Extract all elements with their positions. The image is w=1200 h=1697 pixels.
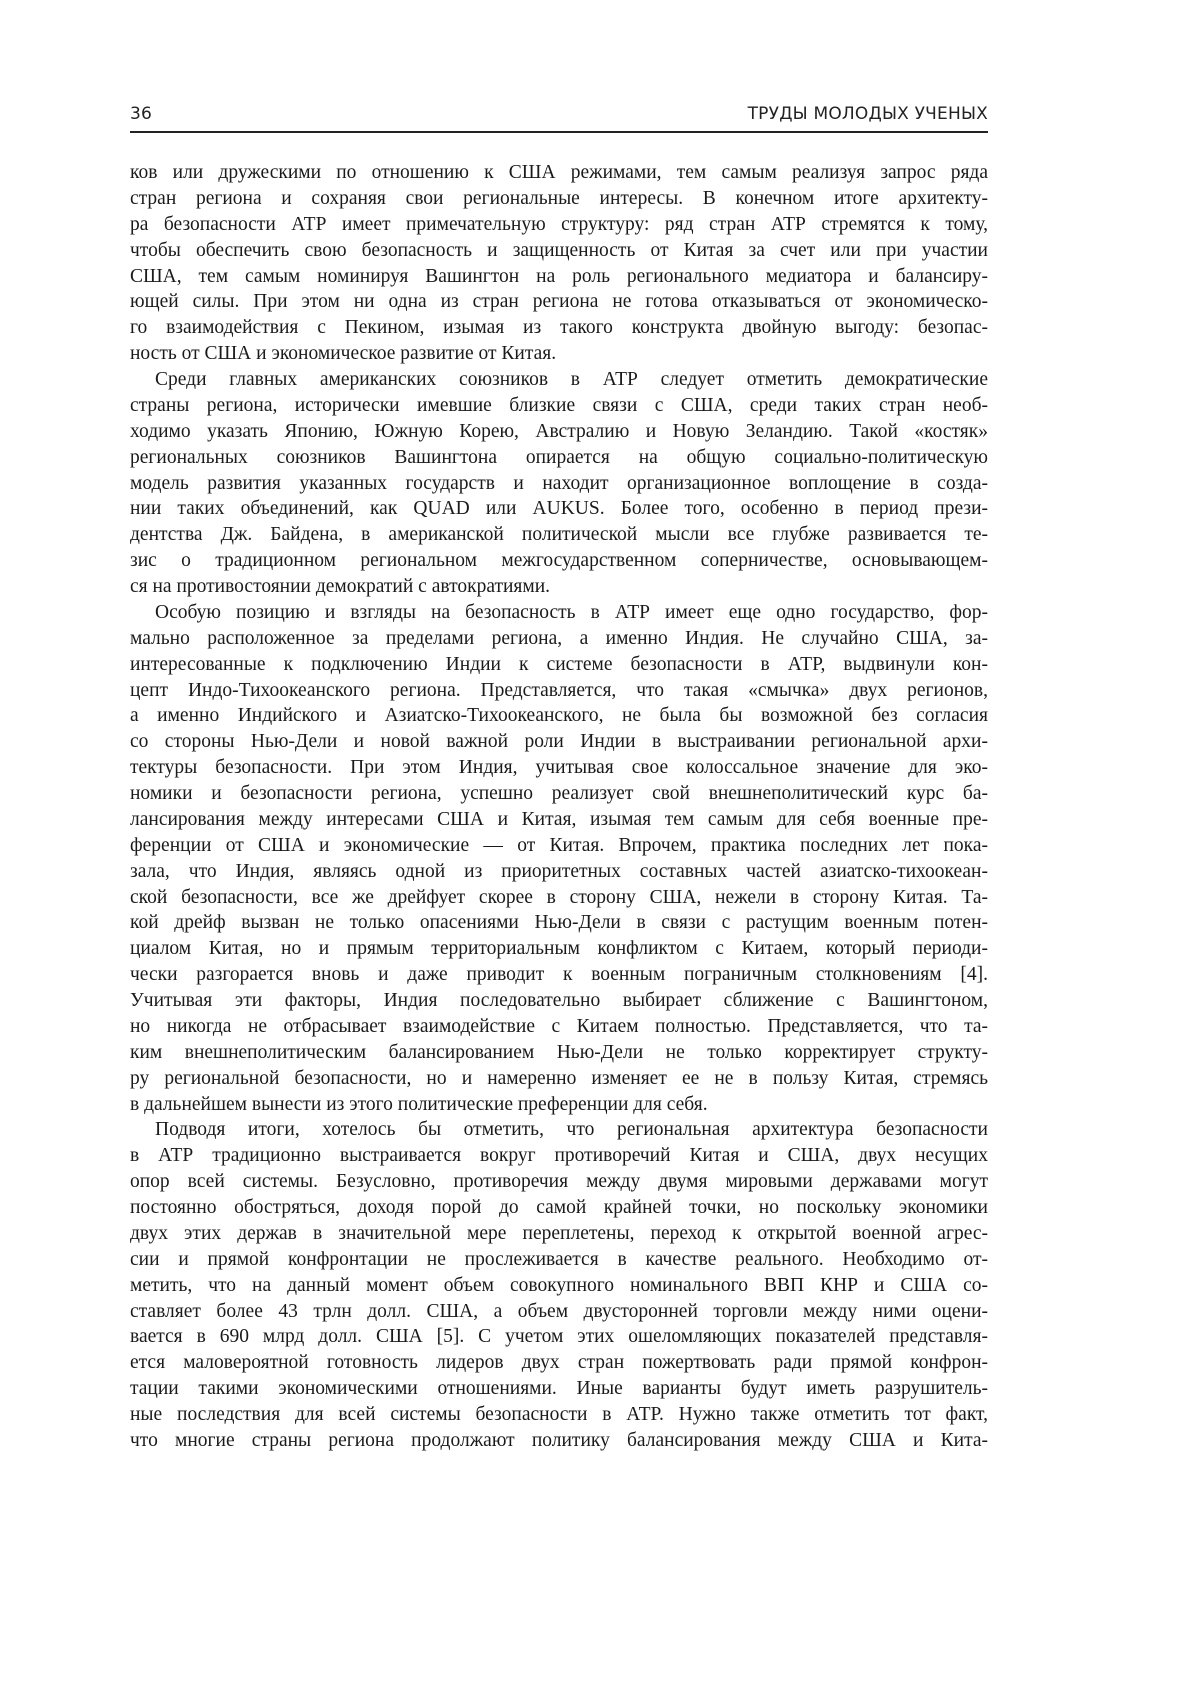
text-line: в дальнейшем вынести из этого политические преференции для себя. xyxy=(130,1092,988,1118)
text-line: региональных союзников Вашингтона опирается на общую социально-политическую xyxy=(130,445,988,471)
paragraph xyxy=(130,160,988,367)
text-line: чески разгорается вновь и даже приводит к военным пограничным столкновениям [4]. xyxy=(130,962,988,988)
page-number: 36 xyxy=(130,104,152,124)
text-line: сии и прямой конфронтации не прослеживается в качестве реального. Необходимо от- xyxy=(130,1247,988,1273)
text-line: модель развития указанных государств и находит организационное воплощение в созда- xyxy=(130,471,988,497)
text-line: циалом Китая, но и прямым территориальным конфликтом с Китаем, который периоди- xyxy=(130,936,988,962)
text-line: ные последствия для всей системы безопасности в АТР. Нужно также отметить тот факт, xyxy=(130,1402,988,1428)
article-body xyxy=(130,160,988,1454)
text-line: тации такими экономическими отношениями. Иные варианты будут иметь разрушитель- xyxy=(130,1376,988,1402)
text-line: ется маловероятной готовность лидеров двух стран пожертвовать ради прямой конфрон- xyxy=(130,1350,988,1376)
text-line: а именно Индийского и Азиатско-Тихоокеанского, не была бы возможной без согласия xyxy=(130,703,988,729)
text-line: со стороны Нью-Дели и новой важной роли Индии в выстраивании региональной архи- xyxy=(130,729,988,755)
text-line: двух этих держав в значительной мере переплетены, переход к открытой военной агрес- xyxy=(130,1221,988,1247)
text-line: ким внешнеполитическим балансированием Нью-Дели не только корректирует структу- xyxy=(130,1040,988,1066)
text-line: стран региона и сохраняя свои региональные интересы. В конечном итоге архитекту- xyxy=(130,186,988,212)
text-line: зис о традиционном региональном межгосударственном соперничестве, основывающем- xyxy=(130,548,988,574)
text-line: Учитывая эти факторы, Индия последовательно выбирает сближение с Вашингтоном, xyxy=(130,988,988,1014)
text-line: опор всей системы. Безусловно, противоречия между двумя мировыми державами могут xyxy=(130,1169,988,1195)
paragraph xyxy=(130,600,988,1118)
header-rule xyxy=(130,131,988,133)
text-line: интересованные к подключению Индии к системе безопасности в АТР, выдвинули кон- xyxy=(130,652,988,678)
text-line: мально расположенное за пределами региона, а именно Индия. Не случайно США, за- xyxy=(130,626,988,652)
text-line: Среди главных американских союзников в АТР следует отметить демократические xyxy=(130,367,988,393)
text-line: ставляет более 43 трлн долл. США, а объем двусторонней торговли между ними оцени- xyxy=(130,1299,988,1325)
text-line: номики и безопасности региона, успешно реализует свой внешнеполитический курс ба- xyxy=(130,781,988,807)
text-line: зала, что Индия, являясь одной из приоритетных составных частей азиатско-тихоокеан- xyxy=(130,859,988,885)
text-line: ющей силы. При этом ни одна из стран региона не готова отказываться от экономическо- xyxy=(130,289,988,315)
text-line: нии таких объединений, как QUAD или AUKUS. Более того, особенно в период прези- xyxy=(130,496,988,522)
text-line: кой дрейф вызван не только опасениями Нью-Дели в связи с растущим военным потен- xyxy=(130,910,988,936)
text-line: ходимо указать Японию, Южную Корею, Австралию и Новую Зеландию. Такой «костяк» xyxy=(130,419,988,445)
text-line: США, тем самым номинируя Вашингтон на роль регионального медиатора и балансиру- xyxy=(130,264,988,290)
text-line: лансирования между интересами США и Китая, изымая тем самым для себя военные пре- xyxy=(130,807,988,833)
text-line: чтобы обеспечить свою безопасность и защищенность от Китая за счет или при участии xyxy=(130,238,988,264)
text-line: ность от США и экономическое развитие от Китая. xyxy=(130,341,988,367)
text-line: тектуры безопасности. При этом Индия, учитывая свое колоссальное значение для эко- xyxy=(130,755,988,781)
text-line: что многие страны региона продолжают политику балансирования между США и Кита- xyxy=(130,1428,988,1454)
text-line: дентства Дж. Байдена, в американской политической мысли все глубже развивается те- xyxy=(130,522,988,548)
text-line: ся на противостоянии демократий с автократиями. xyxy=(130,574,988,600)
paragraph xyxy=(130,1117,988,1453)
text-line: но никогда не отбрасывает взаимодействие с Китаем полностью. Представляется, что та- xyxy=(130,1014,988,1040)
text-line: ской безопасности, все же дрейфует скорее в сторону США, нежели в сторону Китая. Та- xyxy=(130,885,988,911)
text-line: страны региона, исторически имевшие близкие связи с США, среди таких стран необ- xyxy=(130,393,988,419)
text-line: метить, что на данный момент объем совокупного номинального ВВП КНР и США со- xyxy=(130,1273,988,1299)
text-line: постоянно обостряться, доходя порой до самой крайней точки, но поскольку экономики xyxy=(130,1195,988,1221)
text-line: в АТР традиционно выстраивается вокруг противоречий Китая и США, двух несущих xyxy=(130,1143,988,1169)
text-line: Особую позицию и взгляды на безопасность в АТР имеет еще одно государство, фор- xyxy=(130,600,988,626)
running-header-title: ТРУДЫ МОЛОДЫХ УЧЕНЫХ xyxy=(748,104,988,124)
text-line: ков или дружескими по отношению к США режимами, тем самым реализуя запрос ряда xyxy=(130,160,988,186)
text-line: го взаимодействия с Пекином, изымая из такого конструкта двойную выгоду: безопас- xyxy=(130,315,988,341)
paragraph xyxy=(130,367,988,600)
text-line: вается в 690 млрд долл. США [5]. С учетом этих ошеломляющих показателей представля- xyxy=(130,1324,988,1350)
text-line: цепт Индо-Тихоокеанского региона. Представляется, что такая «смычка» двух регионов, xyxy=(130,678,988,704)
text-line: ру региональной безопасности, но и намеренно изменяет ее не в пользу Китая, стремясь xyxy=(130,1066,988,1092)
text-line: Подводя итоги, хотелось бы отметить, что региональная архитектура безопасности xyxy=(130,1117,988,1143)
text-line: ра безопасности АТР имеет примечательную структуру: ряд стран АТР стремятся к тому, xyxy=(130,212,988,238)
text-line: ференции от США и экономические — от Китая. Впрочем, практика последних лет пока- xyxy=(130,833,988,859)
